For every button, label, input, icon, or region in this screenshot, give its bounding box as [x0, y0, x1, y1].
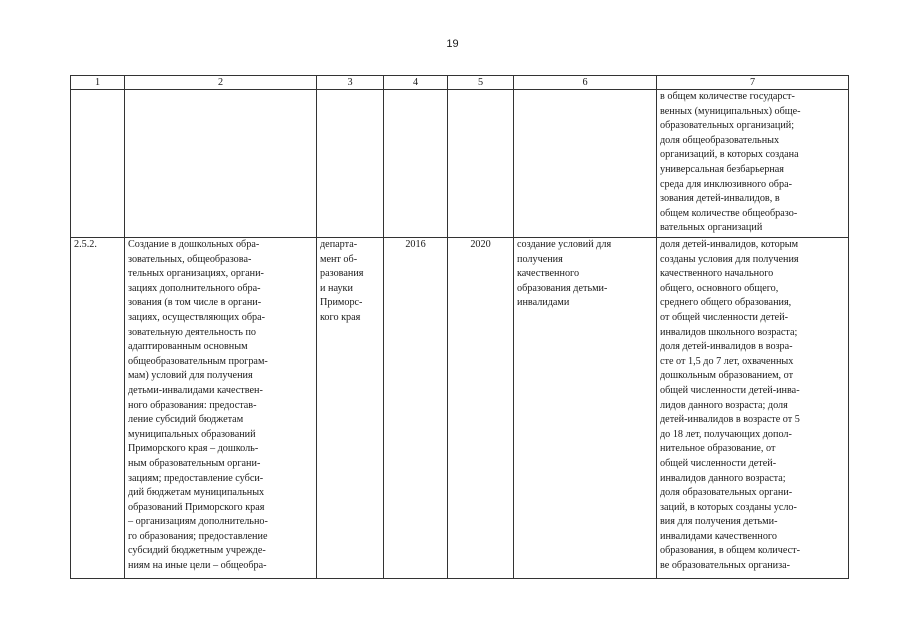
- text-line: зациях, осуществляющих обра-: [128, 311, 266, 323]
- text-line: ление субсидий бюджетам: [128, 414, 244, 426]
- text-line: доля общеобразовательных: [660, 134, 780, 146]
- text-line: созданы условия для получения: [660, 253, 799, 265]
- text-line: муниципальных образований: [128, 428, 256, 440]
- row2-executor-cell: [317, 238, 384, 579]
- row2-start-year-cell: 2016: [384, 238, 448, 579]
- text-line: образований Приморского края: [128, 501, 265, 513]
- text-line: инвалидов школьного возраста;: [660, 326, 798, 338]
- row-number: 2.5.2.: [74, 239, 97, 250]
- row1-indicator-cell: [657, 90, 849, 238]
- text-line: вия для получения детьми-: [660, 516, 778, 528]
- text-line: зациям; предоставление субси-: [128, 472, 264, 484]
- text-line: образовательных организаций;: [660, 120, 795, 132]
- header-cell-1: 1: [71, 76, 125, 90]
- text-line: сте от 1,5 до 7 лет, охваченных: [660, 355, 794, 367]
- row2-end-year-cell: 2020: [448, 238, 514, 579]
- text-line: субсидий бюджетным учрежде-: [128, 545, 266, 557]
- text-line: венных (муниципальных) обще-: [660, 105, 801, 117]
- text-line: и науки: [320, 282, 353, 294]
- header-cell-2: 2: [125, 76, 317, 90]
- header-cell-3: 3: [317, 76, 384, 90]
- page-number: 19: [446, 38, 459, 50]
- text-line: зовательных, общеобразова-: [128, 253, 252, 265]
- text-line: детьми-инвалидами качествен-: [128, 384, 263, 396]
- text-line: детей-инвалидов в возрасте от 5: [660, 414, 800, 426]
- row1-result-cell: [514, 90, 657, 238]
- text-line: ниям на иные цели – общеобра-: [128, 560, 267, 572]
- program-table: [70, 75, 849, 579]
- text-line: общей численности детей-: [660, 457, 777, 469]
- header-cell-5: 5: [448, 76, 514, 90]
- text-line: го образования; предоставление: [128, 530, 268, 542]
- text-line: до 18 лет, получающих допол-: [660, 428, 792, 440]
- text-line: – организациям дополнительно-: [128, 516, 268, 528]
- text-line: лидов данного возраста; доля: [660, 399, 788, 411]
- row1-end-cell: [448, 90, 514, 238]
- text-line: Приморс-: [320, 297, 363, 309]
- table-row: [71, 90, 849, 238]
- text-line: мам) условий для получения: [128, 370, 253, 382]
- text-line: Создание в дошкольных обра-: [128, 239, 260, 250]
- text-line: общего, основного общего,: [660, 282, 779, 294]
- text-line: адаптированным основным: [128, 341, 248, 353]
- row1-executor-cell: [317, 90, 384, 238]
- text-line: ным образовательным органи-: [128, 457, 261, 469]
- row2-number-cell: [71, 238, 125, 579]
- text-line: создание условий для: [517, 239, 612, 250]
- text-line: получения: [517, 253, 563, 265]
- row2-activity-cell: [125, 238, 317, 579]
- text-line: универсальная безбарьерная: [660, 163, 784, 175]
- row2-indicator-cell: [657, 238, 849, 579]
- table-row: [71, 238, 849, 579]
- text-line: ве образовательных организа-: [660, 560, 791, 572]
- row1-number-cell: [71, 90, 125, 238]
- text-line: среда для инклюзивного обра-: [660, 178, 792, 190]
- text-line: инвалидов данного возраста;: [660, 472, 786, 484]
- text-line: нительное образование, от: [660, 443, 776, 455]
- text-line: разования: [320, 268, 364, 280]
- text-line: общей численности детей-инва-: [660, 384, 800, 396]
- row2-result-cell: [514, 238, 657, 579]
- text-line: зования детей-инвалидов, в: [660, 193, 780, 205]
- text-line: зациях дополнительного обра-: [128, 282, 261, 294]
- text-line: ного образования: предостав-: [128, 399, 257, 411]
- text-line: общем количестве общеобразо-: [660, 207, 798, 219]
- header-cell-6: 6: [514, 76, 657, 90]
- text-line: в общем количестве государст-: [660, 91, 795, 102]
- text-line: инвалидами качественного: [660, 530, 777, 542]
- text-line: качественного начального: [660, 268, 774, 280]
- text-line: доля образовательных органи-: [660, 487, 793, 499]
- header-cell-4: 4: [384, 76, 448, 90]
- text-line: качественного: [517, 268, 580, 280]
- text-line: дошкольным образованием, от: [660, 370, 794, 382]
- row1-activity-cell: [125, 90, 317, 238]
- text-line: от общей численности детей-: [660, 311, 789, 323]
- text-line: зовательную деятельность по: [128, 326, 257, 338]
- text-line: заций, в которых созданы усло-: [660, 501, 797, 513]
- text-line: Приморского края – дошколь-: [128, 443, 259, 455]
- text-line: организаций, в которых создана: [660, 149, 799, 161]
- text-line: вательных организаций: [660, 222, 763, 234]
- text-line: мент об-: [320, 253, 358, 265]
- text-line: дий бюджетам муниципальных: [128, 487, 265, 499]
- row1-start-cell: [384, 90, 448, 238]
- text-line: образования детьми-: [517, 282, 608, 294]
- text-line: образования, в общем количест-: [660, 545, 801, 557]
- header-row: [71, 76, 849, 90]
- text-line: тельных организациях, органи-: [128, 268, 264, 280]
- header-cell-7: 7: [657, 76, 849, 90]
- text-line: кого края: [320, 311, 361, 323]
- text-line: департа-: [320, 239, 358, 250]
- text-line: доля детей-инвалидов, которым: [660, 239, 799, 250]
- text-line: инвалидами: [517, 297, 570, 309]
- text-line: среднего общего образования,: [660, 297, 792, 309]
- text-line: зования (в том числе в органи-: [128, 297, 262, 309]
- text-line: общеобразовательным програм-: [128, 355, 268, 367]
- text-line: доля детей-инвалидов в возра-: [660, 341, 793, 353]
